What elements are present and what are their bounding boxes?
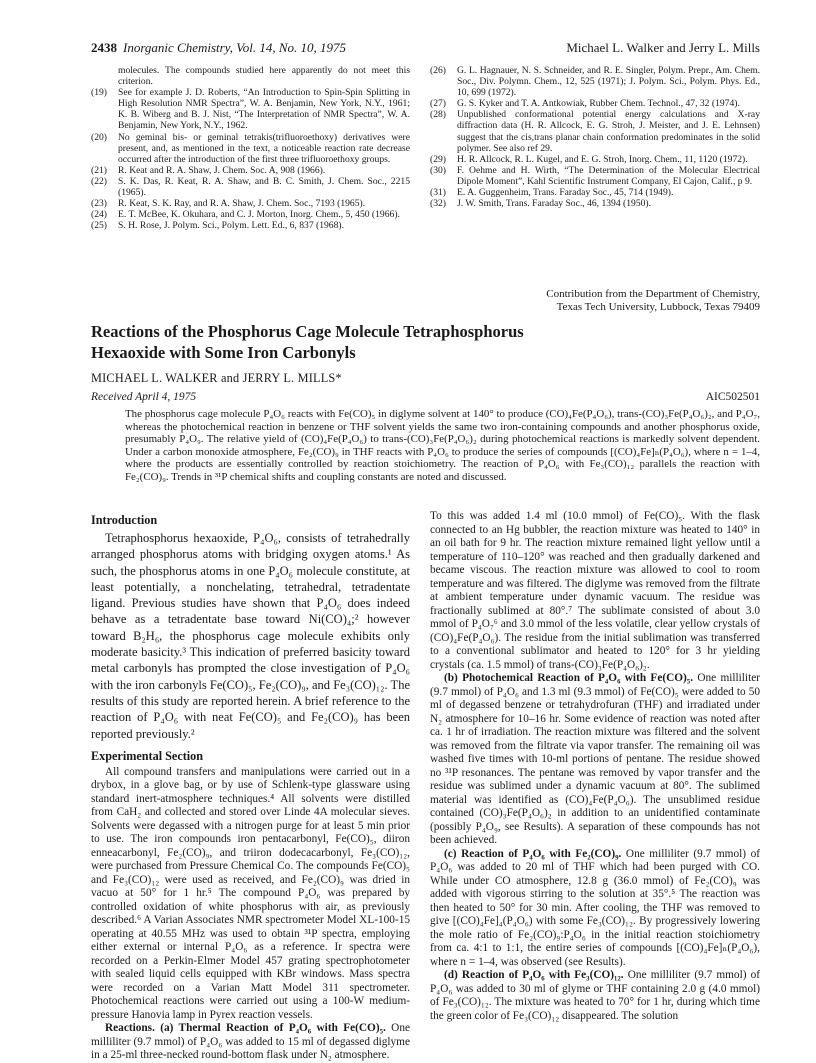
section-heading-introduction: Introduction [91,513,158,527]
procedure-a-continued: To this was added 1.4 ml (10.0 mmol) of Fe(CO)₅. With the flask connected to an Hg bubbler, the reaction mixture was heated to 140° in an oil bath for 9 hr. The reaction mixture remained light yellow until a temperature of 110–120° was reached and then gradually darkened and became viscous. The reaction mixture was allowed to cool to room temperature and was filtered. The diglyme was removed from the filtrate at ambient temperature under dynamic vacuum. The residue was fractionally sublimed at 80°.⁷ The sublimate consisted of about 3.0 mmol of P₄O₇⁶ and 3.0 mmol of the less volatile, clear yellow crystals of (CO)₄Fe(P₄O₆). The residue from the initial sublimation was transferred to a conventional sublimator and heated to 120° for 3 hr yielding crystals (ca. 1.5 mmol) of trans-(CO)₃Fe(P₄O₆)₂. [430,510,760,671]
header-authors: Michael L. Walker and Jerry L. Mills [566,40,760,55]
reference-number: (32) [430,198,446,210]
reference-number: (20) [91,131,107,143]
reference-number: (24) [91,209,107,221]
right-column [430,510,760,1023]
reference-text: J. W. Smith, Trans. Faraday Soc., 46, 1394 (1950). [457,198,652,210]
reference-number: (30) [430,164,446,176]
contribution-line: Texas Tech University, Lubbock, Texas 79409 [556,301,760,314]
title-line: Reactions of the Phosphorus Cage Molecule Tetraphosphorus [91,322,524,341]
reference-item [430,98,760,109]
reference-text: E. T. McBee, K. Okuhara, and C. J. Morton, Inorg. Chem., 5, 450 (1966). [118,209,400,221]
reference-number: (27) [430,98,446,110]
reference-item [430,187,760,198]
reference-text: F. Oehme and H. Wirth, “The Determination of the Molecular Electrical Dipole Moment”, Kahl Scientific Instrument Company, El Cajon, Calif., p 9. [457,164,760,187]
reference-item [430,165,760,187]
page-number: 2438 [91,40,117,55]
article-authors: MICHAEL L. WALKER and JERRY L. MILLS* [91,371,342,385]
reference-item [91,165,410,176]
reference-item [430,65,760,98]
procedure-c [430,848,760,970]
procedure-d-label: (d) Reaction of P₄O₆ with Fe₃(CO)₁₂. [444,969,624,981]
reactions-label: Reactions. (a) Thermal Reaction of P₄O₆ with Fe(CO)₅. [105,1022,386,1035]
reference-text: Unpublished conformational potential energy calculations and X-ray diffraction data (H. R. Allcock, E. G. Stroh, J. Meister, and J. E. Lehnsen) suggest that the cis,trans planar chain conformation predominates in the solid polymer. See also ref 29. [457,109,760,154]
reference-text: S. K. Das, R. Keat, R. A. Shaw, and B. C. Smith, J. Chem. Soc., 2215 (1965). [118,175,410,199]
reference-item [430,109,760,153]
reference-number: (28) [430,109,446,121]
reference-number: (19) [91,87,107,99]
section-heading-experimental: Experimental Section [91,748,204,763]
abstract: The phosphorus cage molecule P₄O₆ reacts with Fe(CO)₅ in diglyme solvent at 140° to produce (CO)₄Fe(P₄O₆), trans-(CO)₃Fe(P₄O₆)₂, and P₄O₇, whereas the photochemical reaction in benzene or THF solvent yields the same two iron-containing compounds and another phosphorus oxide, presumably P₄O₉. The relative yield of (CO)₄Fe(P₄O₆) to trans-(CO)₃Fe(P₄O₆)₂ during photochemical reactions is markedly solvent dependent. Under a carbon monoxide atmosphere, Fe₂(CO)₉ in THF reacts with P₄O₆ to produce the series of compounds [(CO)₄Fe]ₙ(P₄O₆), where n = 1–4, where the products are essentially controlled by reaction stoichiometry. The reaction of P₄O₆ with Fe₃(CO)₁₂ parallels the reaction with Fe₂(CO)₉. Trends in ³¹P chemical shifts and coupling constants are noted and discussed. [125,408,760,483]
reference-text: molecules. The compounds studied here apparently do not meet this criterion. [118,65,410,88]
article-title [91,322,591,363]
reference-number: (31) [430,187,446,199]
procedure-b-text: One milliliter (9.7 mmol) of P₄O₆ and 1.3 ml (9.3 mmol) of Fe(CO)₅ were added to 50 ml of degassed benzene or tetrahydrofuran (THF) and irradiated under N₂ atmosphere for 10–16 hr. Some evidence of reaction was noted after ca. 1 hr of irradiation. The reaction mixture was filtered and the solvent was removed from the filtrate via vapor transfer. The remaining oil was washed five times with 10-ml portions of pentane. The residue showed no ³¹P resonances. The pentane was removed by vapor transfer and the residue was sublimed under a dynamic vacuum at 80°. The sublimed material was identified as (CO)₄Fe(P₄O₆). The unsublimed residue contained (CO)₃Fe(P₄O₆)₂ in addition to an unidentified contaminate (possibly P₄O₉, see Results). A separation of these compounds has not been achieved. [430,672,760,846]
reference-item [91,209,410,220]
reference-text: H. R. Allcock, R. L. Kugel, and E. G. Stroh, Inorg. Chem., 11, 1120 (1972). [457,153,748,165]
reference-text: G. S. Kyker and T. A. Antkowiak, Rubber Chem. Technol., 47, 32 (1974). [457,98,740,110]
reference-item [91,198,410,209]
running-header [91,40,760,56]
reference-text: See for example J. D. Roberts, “An Introduction to Spin-Spin Splitting in High Resolution NMR Spectra”, W. A. Benjamin, New York, N.Y., 1961; K. B. Wiberg and B. J. Nist, “The Interpretation of NMR Spectra”, W. A. Benjamin, New York, N.Y., 1962. [118,87,410,132]
references-right [430,65,760,209]
procedure-b-label: (b) Photochemical Reaction of P₄O₆ with Fe(CO)₅. [444,672,694,684]
reference-item [91,65,410,87]
intro-paragraph: Tetraphosphorus hexaoxide, P₄O₆, consists of tetrahedrally arranged phosphorus atoms with bridging oxygen atoms.¹ As such, the phosphorus atoms in one P₄O₆ molecule constitute, at least potentially, a nonchelating, tetrahedral, tetradentate ligand. Previous studies have shown that P₄O₆ does indeed behave as a tetradentate base toward Ni(CO)₄;² however toward B₂H₆, the phosphorus cage molecule exhibits only moderate basicity.³ This indication of preferred basicity toward metal carbonyls has prompted the close investigation of P₄O₆ with the iron carbonyls Fe(CO)₅, Fe₂(CO)₉, and Fe₃(CO)₁₂. The results of this study are reported herein. A brief reference to the reaction of P₄O₆ with neat Fe(CO)₅ and Fe₂(CO)₉ has been reported previously.² [91,531,410,741]
reference-number: (25) [91,220,107,232]
reference-number: (26) [430,65,446,76]
reference-text: E. A. Guggenheim, Trans. Faraday Soc., 45, 714 (1949). [457,187,674,199]
procedure-c-label: (c) Reaction of P₄O₆ with Fe₂(CO)₉. [444,847,622,860]
reference-text: R. Keat and R. A. Shaw, J. Chem. Soc. A, 908 (1966). [118,164,326,176]
reference-number: (23) [91,198,107,210]
contribution-line: Contribution from the Department of Chemistry, [546,288,760,300]
experimental-paragraph: All compound transfers and manipulations were carried out in a drybox, in a glove bag, or by use of Schlenk-type glassware using standard inert-atmosphere techniques.⁴ All solvents were distilled from CaH₂ and collected and stored over Linde 4A molecular sieves. Solvents were degassed with a nitrogen purge for at least 5 min prior to use. The iron compounds iron pentacarbonyl, Fe(CO)₅, diiron enneacarbonyl, Fe₂(CO)₉, and triiron dodecacarbonyl, Fe₃(CO)₁₂, were purchased from Pressure Chemical Co. The compounds Fe(CO)₅ and Fe₃(CO)₁₂ were used as received, and Fe₂(CO)₉ was dried in vacuo at 50° for 1 hr.⁵ The compound P₄O₆ was prepared by controlled oxidation of white phosphorus with air, as previously described.⁶ A Varian Associates NMR spectrometer Model XL-100-15 operating at 40.55 MHz was used to obtain ³¹P spectra, employing either external or internal P₄O₆ as a reference. Ir spectra were recorded on a Perkin-Elmer Model 457 grating spectrophotometer with sealed liquid cells equipped with KBr windows. Mass spectra were recorded on a Varian Matt Model 311 spectrometer. Photochemical reactions were carried out using a 100-W medium-pressure Hanovia lamp in Pyrex reaction vessels. [91,765,410,1021]
reference-number: (22) [91,175,107,187]
references-left [91,65,410,231]
reference-item [430,154,760,165]
journal-citation: Inorganic Chemistry, Vol. 14, No. 10, 1975 [123,40,347,55]
reference-item [91,220,410,231]
reference-item [91,87,410,131]
contribution-note [430,288,760,314]
article-code: AIC502501 [705,391,760,403]
reference-text: No geminal bis- or geminal tetrakis(trifluoroethoxy) derivatives were present, and, as mentioned in the text, a noticeable reaction rate decrease occurred after the introduction of the first three trifluoroethoxy groups. [118,131,410,165]
reference-item [91,132,410,165]
procedure-c-text: One milliliter (9.7 mmol) of P₄O₆ was added to 20 ml of THF which had been purged with CO. While under CO atmosphere, 12.8 g (36.0 mmol) of Fe₂(CO)₉ was added with vigorous stirring to the solution at 35°.⁵ The reaction was then heated to 50° for 30 min. After cooling, the THF was removed to give [(CO)₄Fe]₄(P₄O₆) with some Fe₃(CO)₁₂. By progressively lowering the mole ratio of Fe₂(CO)₉:P₄O₆ in the initial reaction stoichiometry from ca. 4:1 to 1:1, the entire series of compounds [(CO)₄Fe]ₙ(P₄O₆), where n = 1–4, was observed (see Results). [430,847,760,968]
reference-text: S. H. Rose, J. Polym. Sci., Polym. Lett. Ed., 6, 837 (1968). [118,220,344,232]
title-line: Hexaoxide with Some Iron Carbonyls [91,342,356,362]
reference-item [91,176,410,198]
reactions-text: One milliliter (9.7 mmol) of P₄O₆ was added to 15 ml of degassed diglyme in a 25-ml three-necked round-bottom flask under N₂ atmosphere. [91,1022,410,1062]
left-column [91,510,410,1063]
reference-text: G. L. Hagnauer, N. S. Schneider, and R. E. Singler, Polym. Prepr., Am. Chem. Soc., Div. Polymn. Chem., 12, 525 (1971); J. Polym. Sci., Polym. Phys. Ed., 10, 699 (1972). [457,65,760,99]
reference-item [430,198,760,209]
reference-text: R. Keat, S. K. Ray, and R. A. Shaw, J. Chem. Soc., 7193 (1965). [118,198,366,210]
procedure-d [430,969,760,1023]
procedure-b [430,672,760,848]
received-date: Received April 4, 1975 [91,391,197,403]
reference-number: (29) [430,153,446,165]
reactions-paragraph [91,1022,410,1063]
procedure-d-text: One milliliter (9.7 mmol) of P₄O₆ was added to 30 ml of glyme or THF containing 2.0 g (4.0 mmol) of Fe₃(CO)₁₂. The mixture was heated to 70° for 1 hr, during which time the green color of Fe₃(CO)₁₂ disappeared. The solution [430,969,760,1022]
reference-number: (21) [91,164,107,176]
